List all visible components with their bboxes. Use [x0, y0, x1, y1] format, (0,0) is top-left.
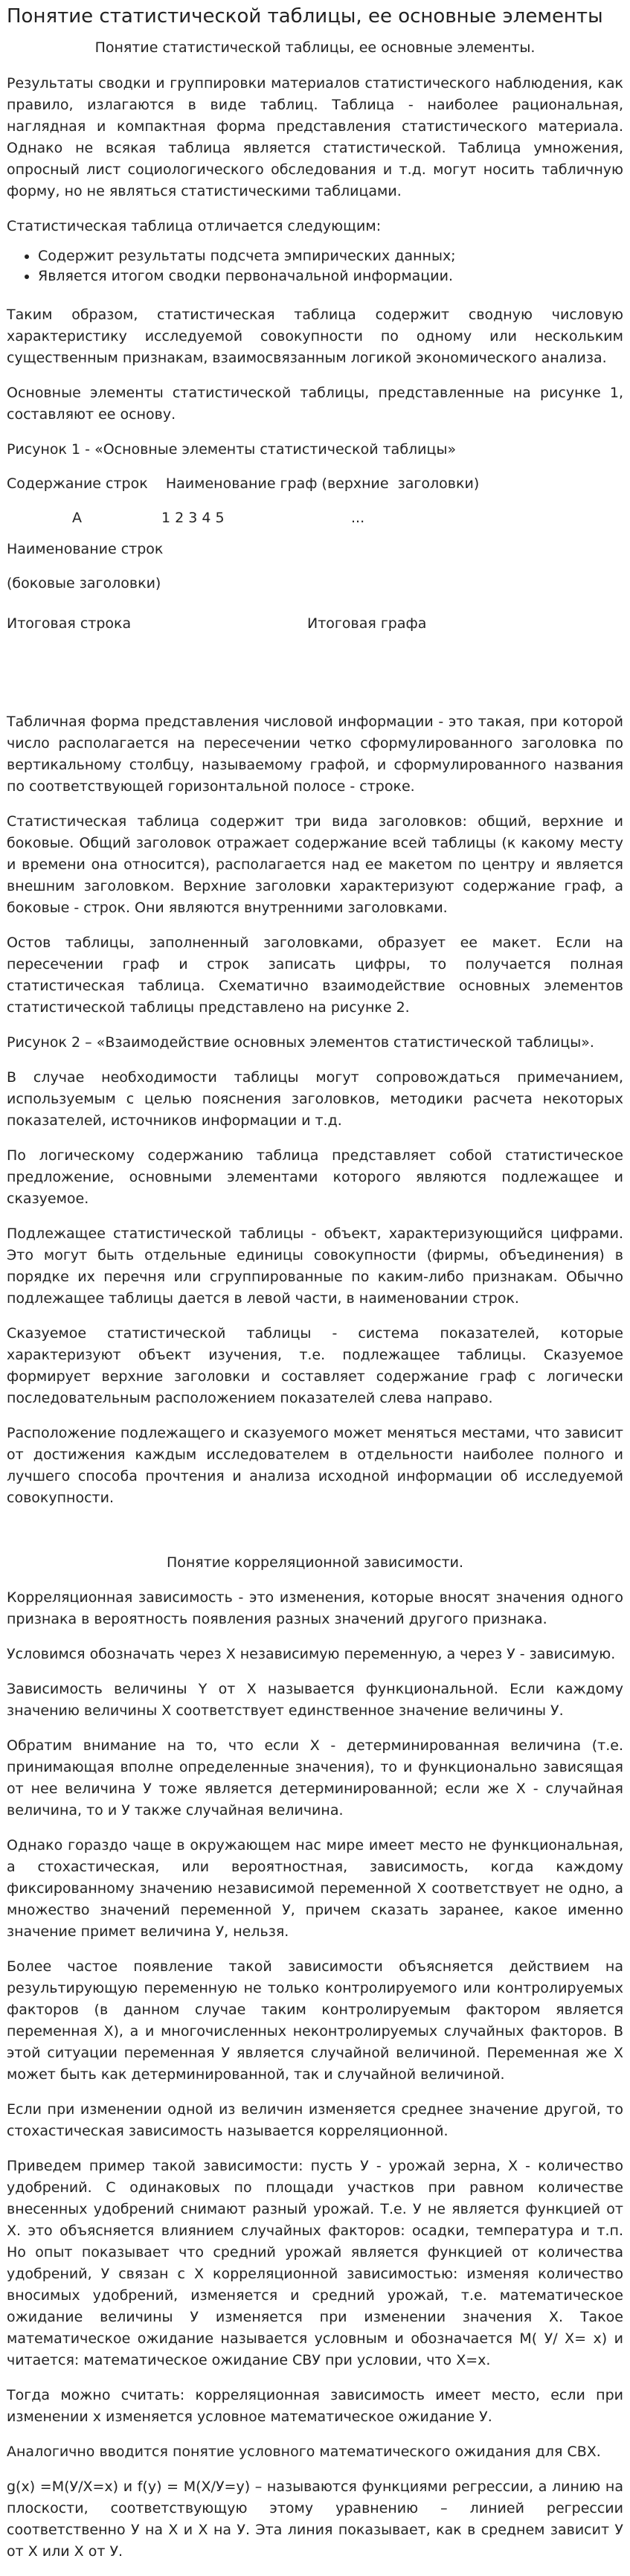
paragraph: Подлежащее статистической таблицы - объект, характеризующийся цифрами. Это могут быть отдельные единицы совокупности (фирмы, объединения) в порядке их перечня или сгруппированные по каким-либо признакам. Обычно подлежащее таблицы дается в левой части, в наименовании строк. — [7, 1225, 623, 1307]
paragraph: Результаты сводки и группировки материалов статистического наблюдения, как правило, излагаются в виде таблиц. Таблица - наиболее рациональная, наглядная и компактная форма представления статистического материала. Однако не всякая таблица является статистической. Таблица умножения, опросный лист социологического обследования и т.д. могут носить табличную форму, но не являться статистическими таблицами. — [7, 75, 623, 199]
paragraph: Статистическая таблица отличается следующим: — [7, 218, 382, 234]
page-title: Понятие статистической таблицы, ее основные элементы — [7, 5, 603, 28]
list-item: • Содержит результаты подсчета эмпирических данных; — [38, 246, 623, 266]
section-title: Понятие статистической таблицы, ее основные элементы. — [94, 39, 536, 56]
paragraph: Табличная форма представления числовой информации - это такая, при которой число располагается на пересечении четко сформулированного заголовка по вертикальному столбцу, называемому графой, и сформулированного названия по соответствующей горизонтальной полосе - строке. — [7, 714, 623, 795]
paragraph: Однако гораздо чаще в окружающем нас мире имеет место не функциональная, а стохастическая, или вероятностная, зависимость, когда каждому фиксированному значению независимой переменной Х соответствует не одно, а множество значений переменной У, причем сказать заранее, какое именно значение примет величина У, нельзя. — [7, 1837, 623, 1940]
figure-1 — [7, 439, 623, 634]
paragraph: Более частое появление такой зависимости объясняется действием на результирующую переменную не только контролируемого или контролируемых факторов (в данном случае таким контролируемым фактором является переменная Х), а и многочисленных неконтролируемых случайных факторов. В этой ситуации переменная У является случайной величиной. Переменная же Х может быть как детерминированной, так и случайной величиной. — [7, 1958, 623, 2083]
paragraph: Статистическая таблица содержит три вида заголовков: общий, верхние и боковые. Общий заголовок отражает содержание всей таблицы (к какому месту и времени она относится), располагается над ее макетом по центру и является внешним заголовком. Верхние заголовки характеризуют содержание граф, а боковые - строк. Они являются внутренними заголовками. — [7, 813, 623, 916]
paragraph: Если при изменении одной из величин изменяется среднее значение другой, то стохастическая зависимость называется корреляционной. — [7, 2101, 623, 2139]
paragraph: Таким образом, статистическая таблица содержит сводную числовую характеристику исследуемой совокупности по одному или нескольким существенным признакам, взаимосвязанным логикой экономического анализа. — [7, 307, 623, 366]
paragraph: g(x) =M(У/Х=х) и f(y) = M(Х/У=у) – называются функциями регрессии, а линию на плоскости, соответствующую этому уравнению – линией регрессии соответственно У на Х и Х на У. Эта линия показывает, как в среднем зависит У от Х или Х от У. — [7, 2479, 623, 2560]
paragraph: Сказуемое статистической таблицы - система показателей, которые характеризуют объект изучения, т.е. подлежащее таблицы. Сказуемое формирует верхние заголовки и составляет содержание граф с логически последовательным расположением показателей слева направо. — [7, 1325, 623, 1406]
figure-row-names: Наименование строк — [7, 541, 164, 557]
list-item: • Является итогом сводки первоначальной информации. — [38, 266, 623, 286]
figure-total-column: Итоговая графа — [307, 615, 427, 632]
figure-columns — [7, 507, 623, 528]
paragraph: Аналогично вводится понятие условного математического ожидания для СВХ. — [7, 2444, 601, 2460]
paragraph: Расположение подлежащего и сказуемого может меняться местами, что зависит от достижения каждым исследователем в отдельности наиболее полного и лучшего способа прочтения и анализа исходной информации об исследуемой совокупности. — [7, 1425, 623, 1506]
paragraph: Обратим внимание на то, что если Х - детерминированная величина (т.е. принимающая вполне определенные значения), то и функционально зависящая от нее величина У тоже является детерминированной; если же Х - случайная величина, то и У также случайная величина. — [7, 1737, 623, 1819]
figure-side-headers: (боковые заголовки) — [7, 575, 161, 592]
section-gap — [7, 1522, 623, 1552]
figure-caption: Рисунок 2 – «Взаимодействие основных элементов статистической таблицы». — [7, 1034, 594, 1051]
paragraph: Тогда можно считать: корреляционная зависимость имеет место, если при изменении х изменяется условное математическое ожидание У. — [7, 2387, 623, 2425]
paragraph: Зависимость величины Y от X называется функциональной. Если каждому значению величины Х соответствует единственное значение величины У. — [7, 1681, 623, 1719]
paragraph: Приведем пример такой зависимости: пусть У - урожай зерна, Х - количество удобрений. С одинаковых по площади участков при равном количестве внесенных удобрений снимают разный урожай. Т.е. У не является функцией от Х. это объясняется влиянием случайных факторов: осадки, температура и т.п. Но опыт показывает что средний урожай является функцией от количества удобрений, У связан с Х корреляционной зависимостью: изменяя количество вносимых удобрений, изменяется и средний урожай, т.е. математическое ожидание величины У изменяется при изменении значения Х. Такое математическое ожидание называется условным и обозначается М( У/ Х= х) и читается: математическое ожидание СВУ при условии, что Х=х. — [7, 2158, 623, 2368]
paragraph: В случае необходимости таблицы могут сопровождаться примечанием, используемым с целью пояснения заголовков, методики расчета некоторых показателей, источников информации и т.д. — [7, 1069, 623, 1129]
section-title: Понятие корреляционной зависимости. — [166, 1554, 464, 1571]
figure-total-row: Итоговая строка — [7, 615, 132, 632]
paragraph: Остов таблицы, заполненный заголовками, образует ее макет. Если на пересечении граф и строк записать цифры, то получается полная статистическая таблица. Схематично взаимодействие основных элементов статистической таблицы представлено на рисунке 2. — [7, 935, 623, 1016]
figure-letter-a: А — [72, 510, 82, 526]
figure-2-placeholder — [7, 644, 623, 711]
paragraph: По логическому содержанию таблица представляет собой статистическое предложение, основными элементами которого являются подлежащее и сказуемое. — [7, 1147, 623, 1207]
figure-caption: Рисунок 1 - «Основные элементы статистической таблицы» — [7, 441, 457, 458]
figure-row-header: Содержание строк Наименование граф (верхние заголовки) — [7, 475, 480, 492]
paragraph: Основные элементы статистической таблицы, представленные на рисунке 1, составляют ее основу. — [7, 385, 623, 423]
paragraph: Условимся обозначать через Х независимую переменную, а через У - зависимую. — [7, 1646, 616, 1662]
figure-ellipsis: ... — [351, 510, 365, 526]
figure-totals — [7, 613, 623, 634]
feature-list — [7, 246, 623, 286]
figure-column-numbers: 1 2 3 4 5 — [161, 510, 225, 526]
paragraph: Корреляционная зависимость - это изменения, которые вносят значения одного признака в вероятность появления разных значений другого признака. — [7, 1589, 623, 1627]
